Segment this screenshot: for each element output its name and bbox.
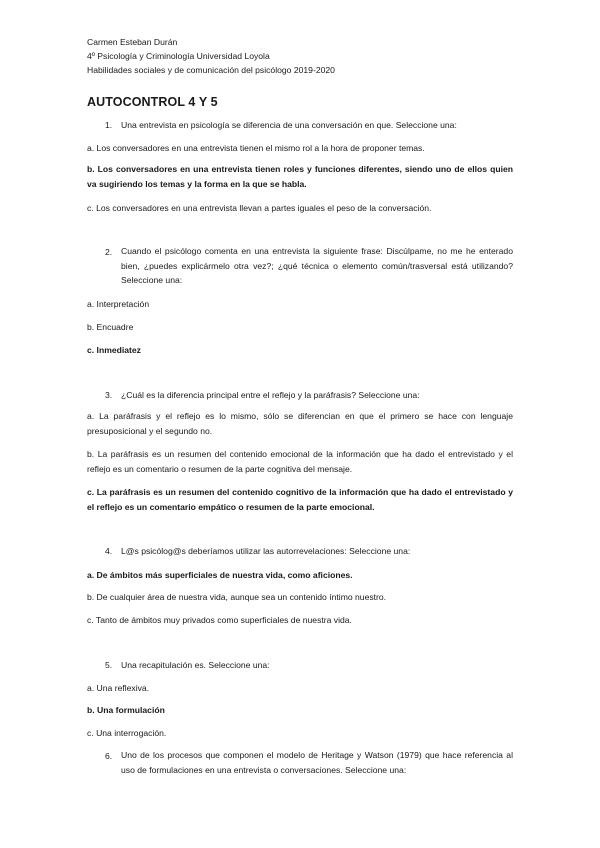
author-name: Carmen Esteban Durán	[87, 37, 178, 47]
course-info: 4º Psicología y Criminología Universidad Loyola	[87, 51, 270, 61]
question-number: 6.	[105, 751, 113, 761]
answer-option: a. La paráfrasis y el reflejo es lo mismo, sólo se diferencian en que el primero se hace con lenguaje presuposicional y el segundo no.	[87, 411, 513, 436]
answer-option: a. Una reflexiva.	[87, 683, 150, 693]
answer-option: a. Los conversadores en una entrevista tienen el mismo rol a la hora de proponer temas.	[87, 143, 425, 153]
question-text: Una entrevista en psicología se diferencia de una conversación en que. Seleccione una:	[121, 120, 457, 130]
answer-option-selected: b. Los conversadores en una entrevista tienen roles y funciones diferentes, siendo uno de ellos quien va sugiriendo los temas y la forma en la que se habla.	[87, 164, 513, 189]
answer-option-selected: b. Una formulación	[87, 705, 165, 715]
answer-option: b. De cualquier área de nuestra vida, aunque sea un contenido íntimo nuestro.	[87, 592, 387, 602]
answer-option: c. Tanto de ámbitos muy privados como superficiales de nuestra vida.	[87, 615, 352, 625]
answer-option: b. Encuadre	[87, 322, 134, 332]
answer-option: b. La paráfrasis es un resumen del contenido emocional de la información que ha dado el entrevistado y el reflejo es un comentario o resumen de la parte cognitiva del mensaje.	[87, 449, 513, 474]
answer-option-selected: c. La paráfrasis es un resumen del contenido cognitivo de la información que ha dado el entrevistado y el reflejo es un comentario empático o resumen de la parte emocional.	[87, 487, 513, 512]
answer-option-selected: a. De ámbitos más superficiales de nuestra vida, como aficiones.	[87, 570, 353, 580]
page-title: AUTOCONTROL 4 Y 5	[87, 95, 218, 109]
question-number: 2.	[105, 247, 113, 257]
question-text: L@s psicólog@s deberíamos utilizar las autorrevelaciones: Seleccione una:	[121, 546, 411, 556]
question-number: 5.	[105, 660, 113, 670]
subject-info: Habilidades sociales y de comunicación del psicólogo 2019-2020	[87, 65, 335, 75]
question-text: ¿Cuál es la diferencia principal entre el reflejo y la paráfrasis? Seleccione una:	[121, 390, 420, 400]
question-text: Cuando el psicólogo comenta en una entrevista la siguiente frase: Discúlpame, no me he enterado bien, ¿puedes explicármelo otra vez?; ¿qué técnica o elemento común/trasversal está utilizando? Seleccione una:	[121, 246, 513, 285]
answer-option: c. Una interrogación.	[87, 728, 167, 738]
question-text: Uno de los procesos que componen el modelo de Heritage y Watson (1979) que hace referencia al uso de formulaciones en una entrevista o conversaciones. Seleccione una:	[121, 750, 513, 775]
question-number: 1.	[105, 120, 113, 130]
answer-option-selected: c. Inmediatez	[87, 345, 141, 355]
answer-option: a. Interpretación	[87, 299, 150, 309]
question-text: Una recapitulación es. Seleccione una:	[121, 660, 270, 670]
question-number: 4.	[105, 546, 113, 556]
answer-option: c. Los conversadores en una entrevista llevan a partes iguales el peso de la conversación.	[87, 203, 432, 213]
question-number: 3.	[105, 390, 113, 400]
